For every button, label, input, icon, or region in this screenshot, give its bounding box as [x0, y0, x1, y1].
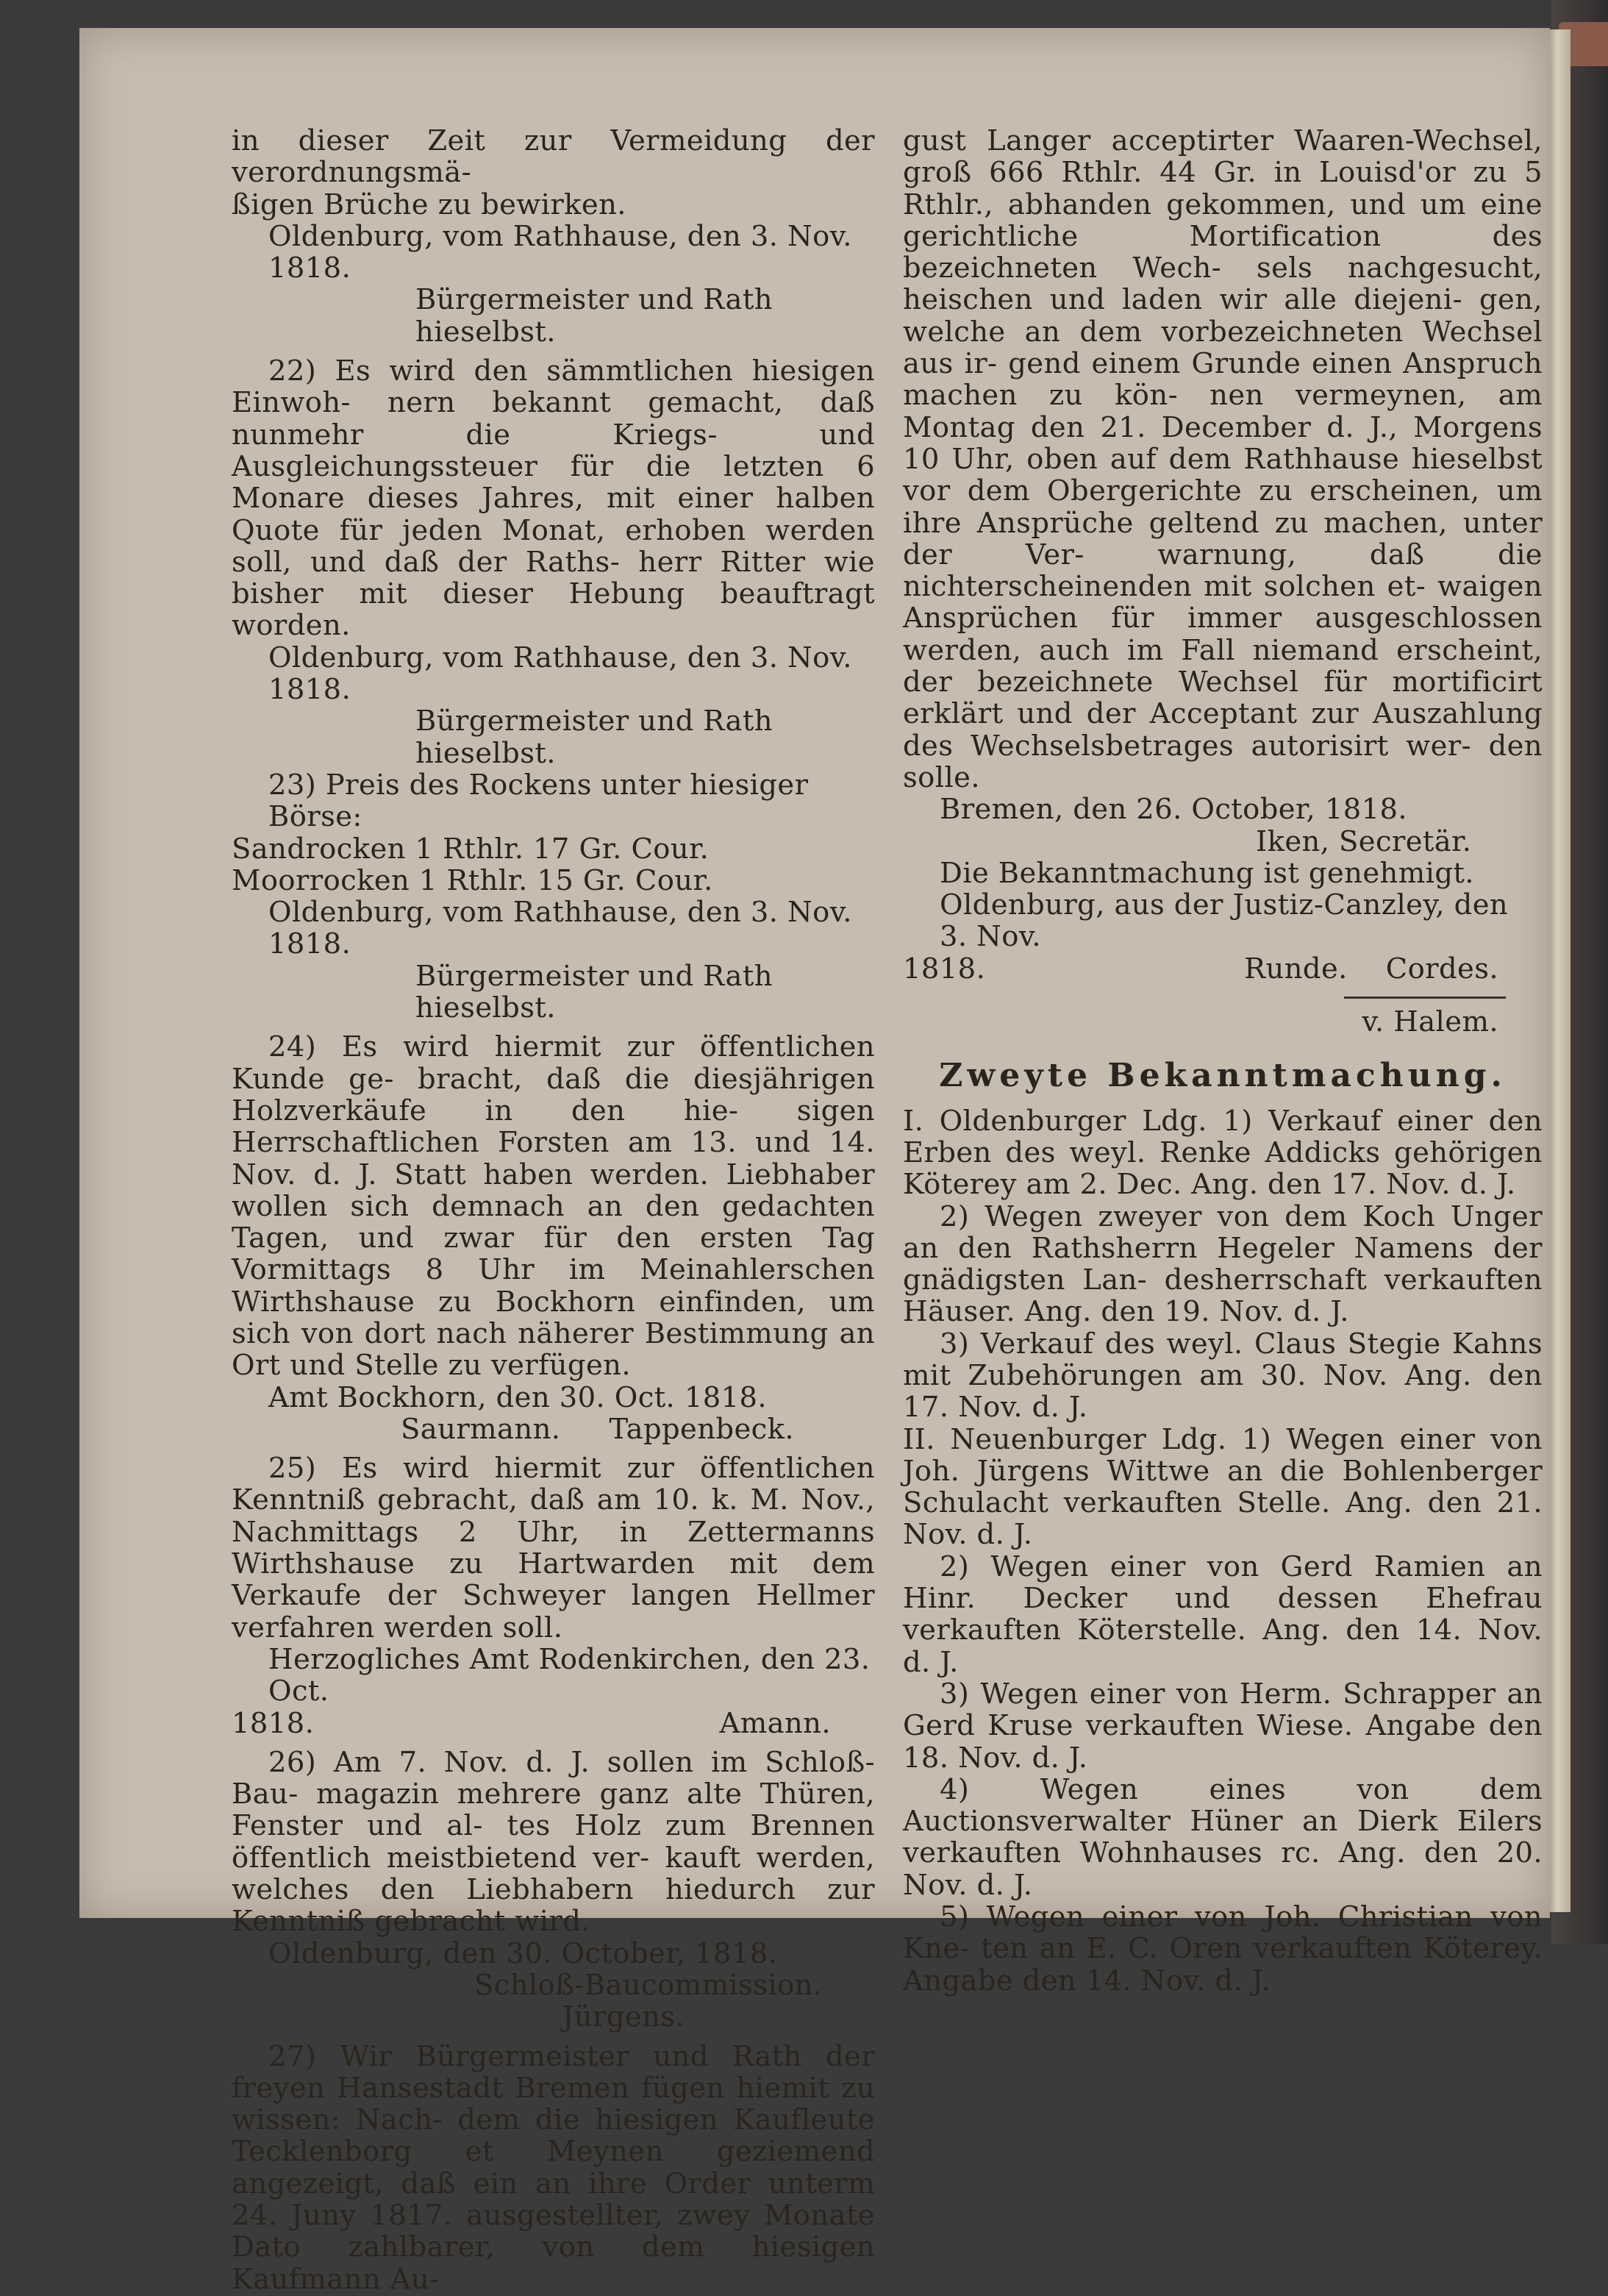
signature: Bürgermeister und Rath hieselbst. [415, 705, 773, 770]
dateline: Oldenburg, aus der Justiz-Canzley, den 3. Nov. [940, 888, 1509, 954]
list-item: II. Neuenburger Ldg. 1) Wegen einer von Joh. Jürgens Wittwe an die Bohlenberger Schulacht verkauften Stelle. Ang. den 21. Nov. d. J. [903, 1422, 1543, 1552]
signature: Bürgermeister und Rath hieselbst. [415, 959, 773, 1025]
price-line: Moorrocken 1 Rthlr. 15 Gr. Cour. [232, 863, 713, 897]
signature: Cordes. [1385, 952, 1498, 985]
notice-24: 24) Es wird hiermit zur öffentlichen Kunde ge- bracht, daß die diesjährigen Holzverkäufe in den hie- sigen Herrschaftlichen Forsten am 13. und 14. Nov. d. J. Statt haben werden. Liebhaber wollen sich demnach an den gedachten Tagen, und zwar für den ersten Tag Vormittags 8 Uhr im Meinahlerschen Wirthshause zu Bockhorn einfinden, um sich von dort nach näherer Bestimmung an Ort und Stelle zu verfügen. [232, 1030, 875, 1383]
signature: Schloß-Baucommission. [474, 1968, 823, 2002]
list-item: 5) Wegen einer von Joh. Christian von Kne- ten an E. C. Oren verkauften Köterey. Angabe den 14. Nov. d. J. [903, 1900, 1543, 1997]
section-heading: Zweyte Bekanntmachung. [939, 1057, 1507, 1095]
year: 1818. [232, 1706, 315, 1740]
page-edge [1548, 29, 1571, 1912]
notice-25: 25) Es wird hiermit zur öffentlichen Kenntniß gebracht, daß am 10. k. M. Nov., Nachmittags 2 Uhr, in Zettermanns Wirthshause zu Hartwarden mit dem Verkaufe der Schweyer langen Hellmer verfahren werden soll. [232, 1452, 875, 1644]
list-item: 3) Wegen einer von Herm. Schrapper an Gerd Kruse verkauften Wiese. Angabe den 18. Nov. d. J. [903, 1677, 1543, 1775]
signature: Tappenbeck. [609, 1412, 794, 1446]
signature: Iken, Secretär. [1256, 824, 1472, 858]
list-item: 4) Wegen eines von dem Auctionsverwalter Hüner an Dierk Eilers verkauften Wohnhauses rc. Ang. den 20. Nov. d. J. [903, 1772, 1543, 1902]
list-item: 3) Verkauf des weyl. Claus Stegie Kahns mit Zubehörungen am 30. Nov. Ang. den 17. Nov. d. J. [903, 1327, 1543, 1425]
signature-row [903, 953, 1543, 985]
signature: Jürgens. [562, 2000, 685, 2034]
year: 1818. [903, 952, 986, 985]
signature: Runde. [1244, 952, 1348, 985]
list-item: I. Oldenburger Ldg. 1) Verkauf einer den Erben des weyl. Renke Addicks gehörigen Köterey am 2. Dec. Ang. den 17. Nov. d. J. [903, 1104, 1543, 1202]
text-line: ßigen Brüche zu bewirken. [232, 188, 626, 221]
signature-row [232, 1708, 875, 1739]
dateline: Oldenburg, vom Rathhause, den 3. Nov. 1818. [268, 896, 852, 961]
notice-26: 26) Am 7. Nov. d. J. sollen im Schloß-Bau- magazin mehrere ganz alte Thüren, Fenster und al- tes Holz zum Brennen öffentlich meistbietend ver- kauft werden, welches den Liebhabern hiedurch zur Kenntniß gebracht wird. [232, 1745, 875, 1939]
signature: Amann. [719, 1706, 831, 1740]
approval-line: Die Bekanntmachung ist genehmigt. [940, 856, 1474, 890]
signature-row [232, 1413, 875, 1445]
dateline: Amt Bockhorn, den 30. Oct. 1818. [268, 1380, 768, 1414]
dateline: Herzogliches Amt Rodenkirchen, den 23. Oct. [268, 1642, 871, 1708]
list-item: 2) Wegen zweyer von dem Koch Unger an den Rathsherrn Hegeler Namens der gnädigsten Lan- desherrschaft verkauften Häuser. Ang. den 19. Nov. d. J. [903, 1199, 1543, 1329]
divider [1344, 997, 1506, 999]
dateline: Bremen, den 26. October, 1818. [940, 793, 1408, 827]
notice-27: 27) Wir Bürgermeister und Rath der freyen Hansestadt Bremen fügen hiemit zu wissen: Nach- dem die hiesigen Kaufleute Tecklenborg et Meynen geziemend angezeigt, daß ein an ihre Order unterm 24. Juny 1817. ausgestellter, zwey Monate Dato zahlbarer, von dem hiesigen Kaufmann Au- [232, 2039, 875, 2296]
dateline: Oldenburg, den 30. October, 1818. [268, 1936, 778, 1970]
signature: Bürgermeister und Rath hieselbst. [415, 283, 773, 349]
notice-27-continued: gust Langer acceptirter Waaren-Wechsel, groß 666 Rthlr. 44 Gr. in Louisd'or zu 5 Rthlr., abhanden gekommen, und um eine gerichtliche Mortification des bezeichneten Wech- sels nachgesucht, heischen und laden wir alle diejeni- gen, welche an dem vorbezeichneten Wechsel aus ir- gend einem Grunde einen Anspruch machen zu kön- nen vermeynen, am Montag den 21. December d. J., Morgens 10 Uhr, oben auf dem Rathhause hieselbst vor dem Obergerichte zu erscheinen, um ihre Ansprüche geltend zu machen, unter der Ver- warnung, daß die nichterscheinenden mit solchen et- waigen Ansprüchen für immer ausgeschlossen werden, auch im Fall niemand erscheint, der bezeichnete Wechsel für mortificirt erklärt und der Acceptant zur Auszahlung des Wechselsbetrages autorisirt wer- den solle. [903, 124, 1543, 794]
list-item: 2) Wegen einer von Gerd Ramien an Hinr. Decker und dessen Ehefrau verkauften Köterstelle. Ang. den 14. Nov. d. J. [903, 1550, 1543, 1679]
left-column [232, 125, 875, 2295]
signature: Saurmann. [401, 1412, 561, 1446]
notice-23-title: 23) Preis des Rockens unter hiesiger Börse: [268, 768, 809, 834]
notice-22: 22) Es wird den sämmtlichen hiesigen Einwoh- nern bekannt gemacht, daß nunmehr die Kriegs- und Ausgleichungssteuer für die letzten 6 Monare dieses Jahres, mit einer halben Quote für jeden Monat, erhoben werden soll, und daß der Raths- herr Ritter wie bisher mit dieser Hebung beauftragt worden. [232, 354, 875, 643]
text-line: in dieser Zeit zur Vermeidung der verordnungsmä- [232, 124, 875, 190]
dateline: Oldenburg, vom Rathhause, den 3. Nov. 1818. [268, 641, 852, 707]
signature: v. Halem. [1362, 1005, 1498, 1039]
dateline: Oldenburg, vom Rathhause, den 3. Nov. 1818. [268, 219, 852, 285]
price-line: Sandrocken 1 Rthlr. 17 Gr. Cour. [232, 832, 710, 866]
right-column [903, 125, 1543, 1997]
